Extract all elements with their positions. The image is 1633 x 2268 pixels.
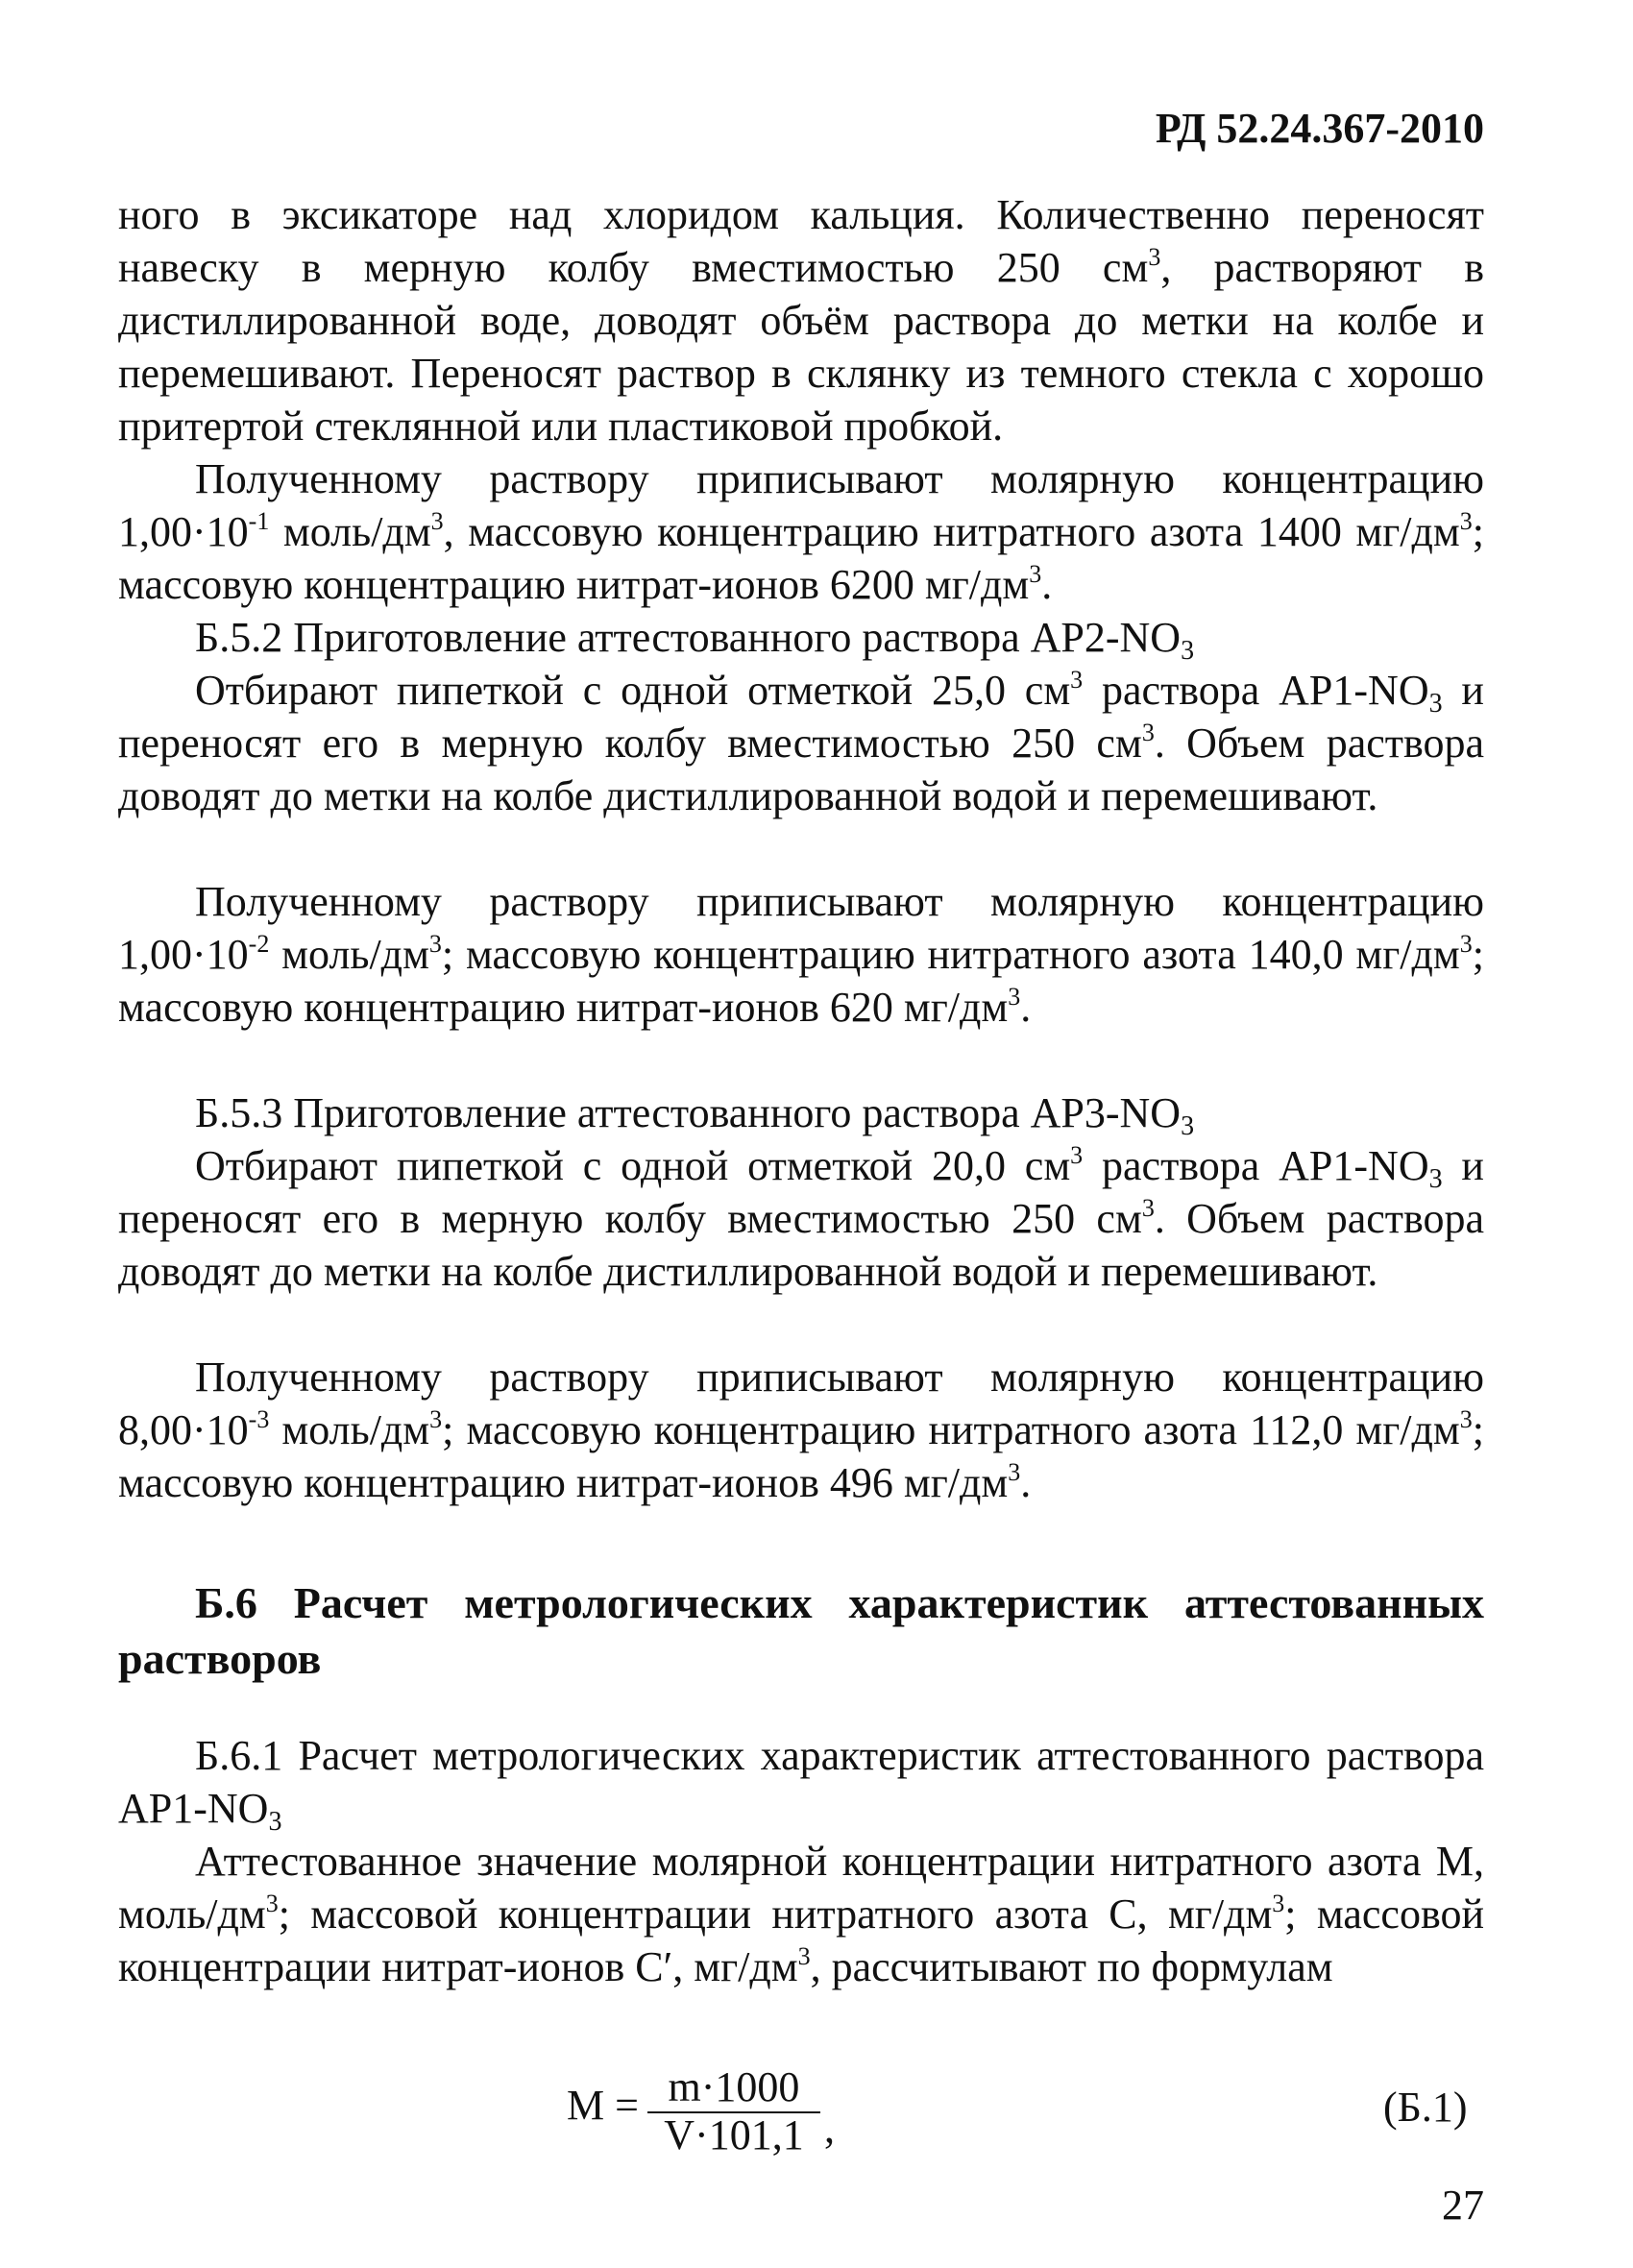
text-run: ; массовую концентрацию нитрат-ионов 6200 мг/дм [118,508,1484,608]
document-code-header: РД 52.24.367-2010 [1155,105,1484,152]
text-run: ; массовую концентрацию нитрат-ионов 496 мг/дм [118,1406,1484,1506]
superscript: 3 [430,507,444,535]
paragraph-ar2-procedure [118,664,1484,822]
text-run: . [1020,984,1032,1031]
superscript: -3 [248,1405,270,1433]
superscript: 3 [1029,560,1042,588]
paragraph-calculation-intro [118,1835,1484,1993]
text-run: Полученному раствору приписывают молярную концентрацию 1,00·10 [118,878,1484,978]
heading-text [118,611,1484,664]
paragraph-text [118,452,1484,611]
subscript: 3 [268,1807,282,1837]
paragraph-text [118,1351,1484,1509]
text-run: . [1041,561,1053,608]
superscript: 3 [1459,507,1473,535]
superscript: 3 [1070,1141,1084,1169]
superscript: 3 [1070,666,1084,694]
subscript: 3 [1428,689,1443,719]
paragraph-ar2-concentration [118,875,1484,1034]
text-run: ; массовую концентрацию нитратного азота 140,0 мг/дм [441,931,1460,978]
text-run: , массовую концентрацию нитратного азота 1400 мг/дм [443,508,1460,555]
text-run: . Объем раствора доводят до метки на колбе дистиллированной водой и перемешивают. [118,1195,1485,1295]
heading-text: Б.6 Расчет метрологических характеристик аттестованных растворов [118,1578,1484,1683]
text-run: раствора АР1-NO [1083,667,1429,714]
text-run: ; массовую концентрацию нитратного азота 112,0 мг/дм [442,1406,1460,1453]
text-run: Б.5.3 Приготовление аттестованного раствора АР3-NO [195,1089,1182,1136]
formula-comma: , [824,2105,835,2152]
superscript: 3 [429,1405,443,1433]
paragraph-ar1-concentration [118,452,1484,611]
text-run: Б.6.1 Расчет метрологических характеристик аттестованного раствора АР1-NO [118,1732,1484,1832]
text-run: , растворяют в дистиллированной воде, доводят объём раствора до метки на колбе и перемешивают. Переносят раствор в склянку из темного стекла с хорошо притертой стеклянной или пластиковой пробкой. [118,244,1485,450]
paragraph-continuation [118,188,1484,452]
text-run: ного в эксикаторе над хлоридом кальция. Количественно переносят навеску в мерную колбу вместимостью 250 см [118,191,1484,291]
text-run: , рассчитывают по формулам [810,1943,1333,1990]
formula-fraction [647,2065,820,2158]
text-run: моль/дм [269,931,429,978]
text-run: ; массовой концентрации нитратного азота С, мг/дм [278,1890,1273,1938]
superscript: 3 [1141,1194,1155,1222]
section-heading-b6 [118,1575,1484,1687]
superscript: 3 [1459,1405,1473,1433]
paragraph-text [118,1139,1484,1298]
section-heading-b5-3 [118,1086,1484,1139]
text-run: . [1020,1459,1032,1506]
paragraph-text [118,664,1484,822]
superscript: 3 [1008,983,1021,1011]
formula-lhs: М = [567,2082,639,2129]
heading-text [118,1086,1484,1139]
superscript: 3 [797,1942,811,1970]
text-run: Аттестованное значение молярной концентрации нитратного азота М, моль/дм [118,1838,1484,1938]
paragraph-ar3-concentration [118,1351,1484,1509]
superscript: 3 [265,1890,279,1917]
superscript: 3 [1272,1890,1285,1917]
paragraph-text [118,188,1484,452]
formula-number: (Б.1) [1383,2084,1468,2131]
superscript: -2 [248,930,270,958]
subscript: 3 [1181,1111,1195,1141]
subscript: 3 [1181,636,1195,666]
text-run: Полученному раствору приписывают молярную концентрацию 8,00·10 [118,1353,1484,1453]
superscript: 3 [1141,719,1155,746]
superscript: 3 [1459,930,1473,958]
paragraph-text [118,1835,1484,1993]
heading-text [118,1729,1484,1835]
text-run: ; массовую концентрацию нитрат-ионов 620 мг/дм [118,931,1484,1031]
section-heading-b5-2 [118,611,1484,664]
text-run: Отбирают пипеткой с одной отметкой 20,0 см [195,1142,1071,1189]
text-run: и переносят его в мерную колбу вместимостью 250 см [118,667,1484,767]
formula-denominator: V·101,1 [664,2111,804,2158]
subscript: 3 [1428,1164,1443,1194]
superscript: 3 [428,930,442,958]
formula-numerator: m·1000 [647,2065,820,2113]
text-run: и переносят его в мерную колбу вместимостью 250 см [118,1142,1484,1242]
text-run: Б.5.2 Приготовление аттестованного раствора АР2-NO [195,614,1182,661]
text-run: . Объем раствора доводят до метки на колбе дистиллированной водой и перемешивают. [118,719,1485,819]
text-run: ; массовой концентрации нитрат-ионов С′, мг/дм [118,1890,1484,1990]
paragraph-text [118,875,1484,1034]
text-run: моль/дм [269,508,431,555]
text-run: раствора АР1-NO [1083,1142,1429,1189]
text-run: моль/дм [269,1406,430,1453]
section-heading-b6-1 [118,1729,1484,1835]
superscript: 3 [1008,1458,1021,1486]
superscript: -1 [248,507,270,535]
text-run: Полученному раствору приписывают молярную концентрацию 1,00·10 [118,455,1484,555]
superscript: 3 [1148,243,1161,271]
paragraph-ar3-procedure [118,1139,1484,1298]
text-run: Отбирают пипеткой с одной отметкой 25,0 см [195,667,1071,714]
page-number: 27 [1442,2182,1484,2229]
